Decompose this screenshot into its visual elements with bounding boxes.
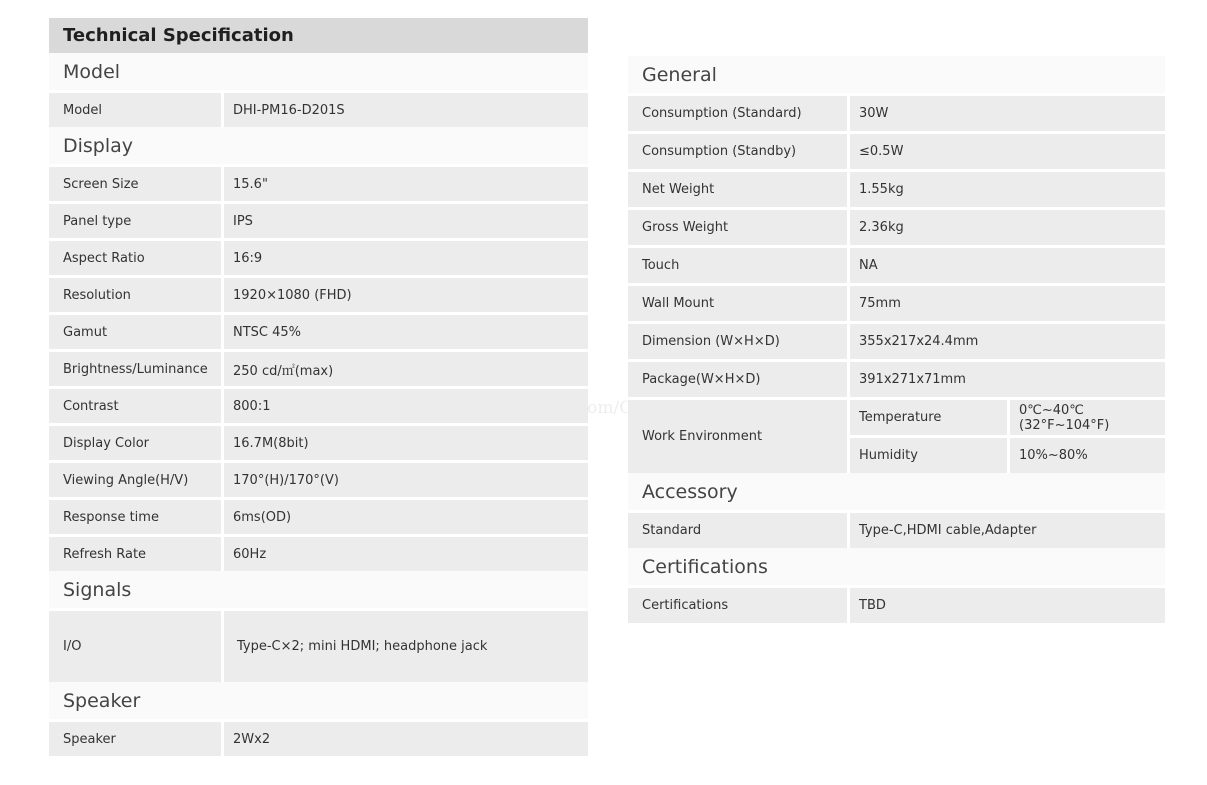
spec-key: Refresh Rate — [49, 537, 221, 571]
spec-value: 60Hz — [224, 537, 588, 571]
spec-key: Viewing Angle(H/V) — [49, 463, 221, 497]
section-display: Display — [49, 127, 588, 164]
spec-key: Consumption (Standard) — [628, 96, 847, 131]
spec-value: 10%~80% — [1010, 438, 1165, 473]
spec-value: 1.55kg — [850, 172, 1165, 207]
section-accessory: Accessory — [628, 473, 1165, 510]
spec-value: 16:9 — [224, 241, 588, 275]
table-row — [628, 169, 1165, 207]
spec-value: 15.6" — [224, 167, 588, 201]
spec-key: Screen Size — [49, 167, 221, 201]
spec-key: Gross Weight — [628, 210, 847, 245]
spec-key: Consumption (Standby) — [628, 134, 847, 169]
spec-key: Standard — [628, 513, 847, 548]
spec-value: 2.36kg — [850, 210, 1165, 245]
spec-subkey: Humidity — [850, 438, 1007, 473]
section-certifications: Certifications — [628, 548, 1165, 585]
spec-value: ≤0.5W — [850, 134, 1165, 169]
spec-key: Display Color — [49, 426, 221, 460]
table-row — [49, 164, 588, 201]
table-row — [49, 423, 588, 460]
table-row — [49, 201, 588, 238]
section-general: General — [628, 56, 1165, 93]
table-row — [628, 131, 1165, 169]
spec-key: Speaker — [49, 722, 221, 756]
watermark: www.khmer24.com/CKComputer — [448, 398, 731, 418]
table-row — [628, 359, 1165, 397]
table-row — [49, 90, 588, 127]
spec-key: Model — [49, 93, 221, 127]
table-row — [49, 312, 588, 349]
section-signals: Signals — [49, 571, 588, 608]
spec-value: 800:1 — [224, 389, 588, 423]
temperature-row — [850, 400, 1165, 435]
spec-key: Response time — [49, 500, 221, 534]
spec-key: Work Environment — [628, 400, 847, 473]
spec-title: Technical Specification — [49, 18, 588, 53]
spec-key: Package(W×H×D) — [628, 362, 847, 397]
spec-value: 75mm — [850, 286, 1165, 321]
spec-key: Brightness/Luminance — [49, 352, 221, 386]
section-speaker: Speaker — [49, 682, 588, 719]
table-row — [49, 534, 588, 571]
table-row — [49, 238, 588, 275]
right-spec-column — [628, 56, 1165, 623]
spec-key: Aspect Ratio — [49, 241, 221, 275]
spec-value: 16.7M(8bit) — [224, 426, 588, 460]
table-row — [628, 510, 1165, 548]
table-row — [628, 245, 1165, 283]
table-row — [49, 719, 588, 756]
section-model: Model — [49, 53, 588, 90]
spec-key: Certifications — [628, 588, 847, 623]
spec-key: Net Weight — [628, 172, 847, 207]
table-row — [628, 283, 1165, 321]
spec-key: Contrast — [49, 389, 221, 423]
spec-subkey: Temperature — [850, 400, 1007, 435]
spec-value: 0℃~40℃ (32°F~104°F) — [1010, 400, 1165, 435]
spec-value: Type-C,HDMI cable,Adapter — [850, 513, 1165, 548]
humidity-row — [850, 438, 1165, 473]
work-environment-row — [628, 397, 1165, 473]
spec-value: TBD — [850, 588, 1165, 623]
spec-key: Gamut — [49, 315, 221, 349]
spec-key: Wall Mount — [628, 286, 847, 321]
table-row — [49, 460, 588, 497]
table-row — [49, 349, 588, 386]
table-row — [628, 207, 1165, 245]
table-row — [628, 93, 1165, 131]
spec-value: DHI-PM16-D201S — [224, 93, 588, 127]
spec-value: Type-C×2; mini HDMI; headphone jack — [224, 611, 588, 682]
table-row — [628, 585, 1165, 623]
spec-key: Touch — [628, 248, 847, 283]
spec-key: Resolution — [49, 278, 221, 312]
table-row — [49, 386, 588, 423]
spec-value: 170°(H)/170°(V) — [224, 463, 588, 497]
spec-value: 250 cd/㎡(max) — [224, 352, 588, 386]
spec-key: I/O — [49, 611, 221, 682]
spec-key: Panel type — [49, 204, 221, 238]
table-row — [49, 275, 588, 312]
table-row — [49, 608, 588, 682]
spec-value: 2Wx2 — [224, 722, 588, 756]
spec-key: Dimension (W×H×D) — [628, 324, 847, 359]
spec-value: NTSC 45% — [224, 315, 588, 349]
spec-value: 1920×1080 (FHD) — [224, 278, 588, 312]
spec-value: 6ms(OD) — [224, 500, 588, 534]
spec-value: NA — [850, 248, 1165, 283]
spec-value: 355x217x24.4mm — [850, 324, 1165, 359]
spec-value: 30W — [850, 96, 1165, 131]
spec-value: 391x271x71mm — [850, 362, 1165, 397]
spec-value: IPS — [224, 204, 588, 238]
table-row — [628, 321, 1165, 359]
work-environment-subtable — [850, 400, 1165, 473]
left-spec-column — [49, 18, 588, 756]
table-row — [49, 497, 588, 534]
